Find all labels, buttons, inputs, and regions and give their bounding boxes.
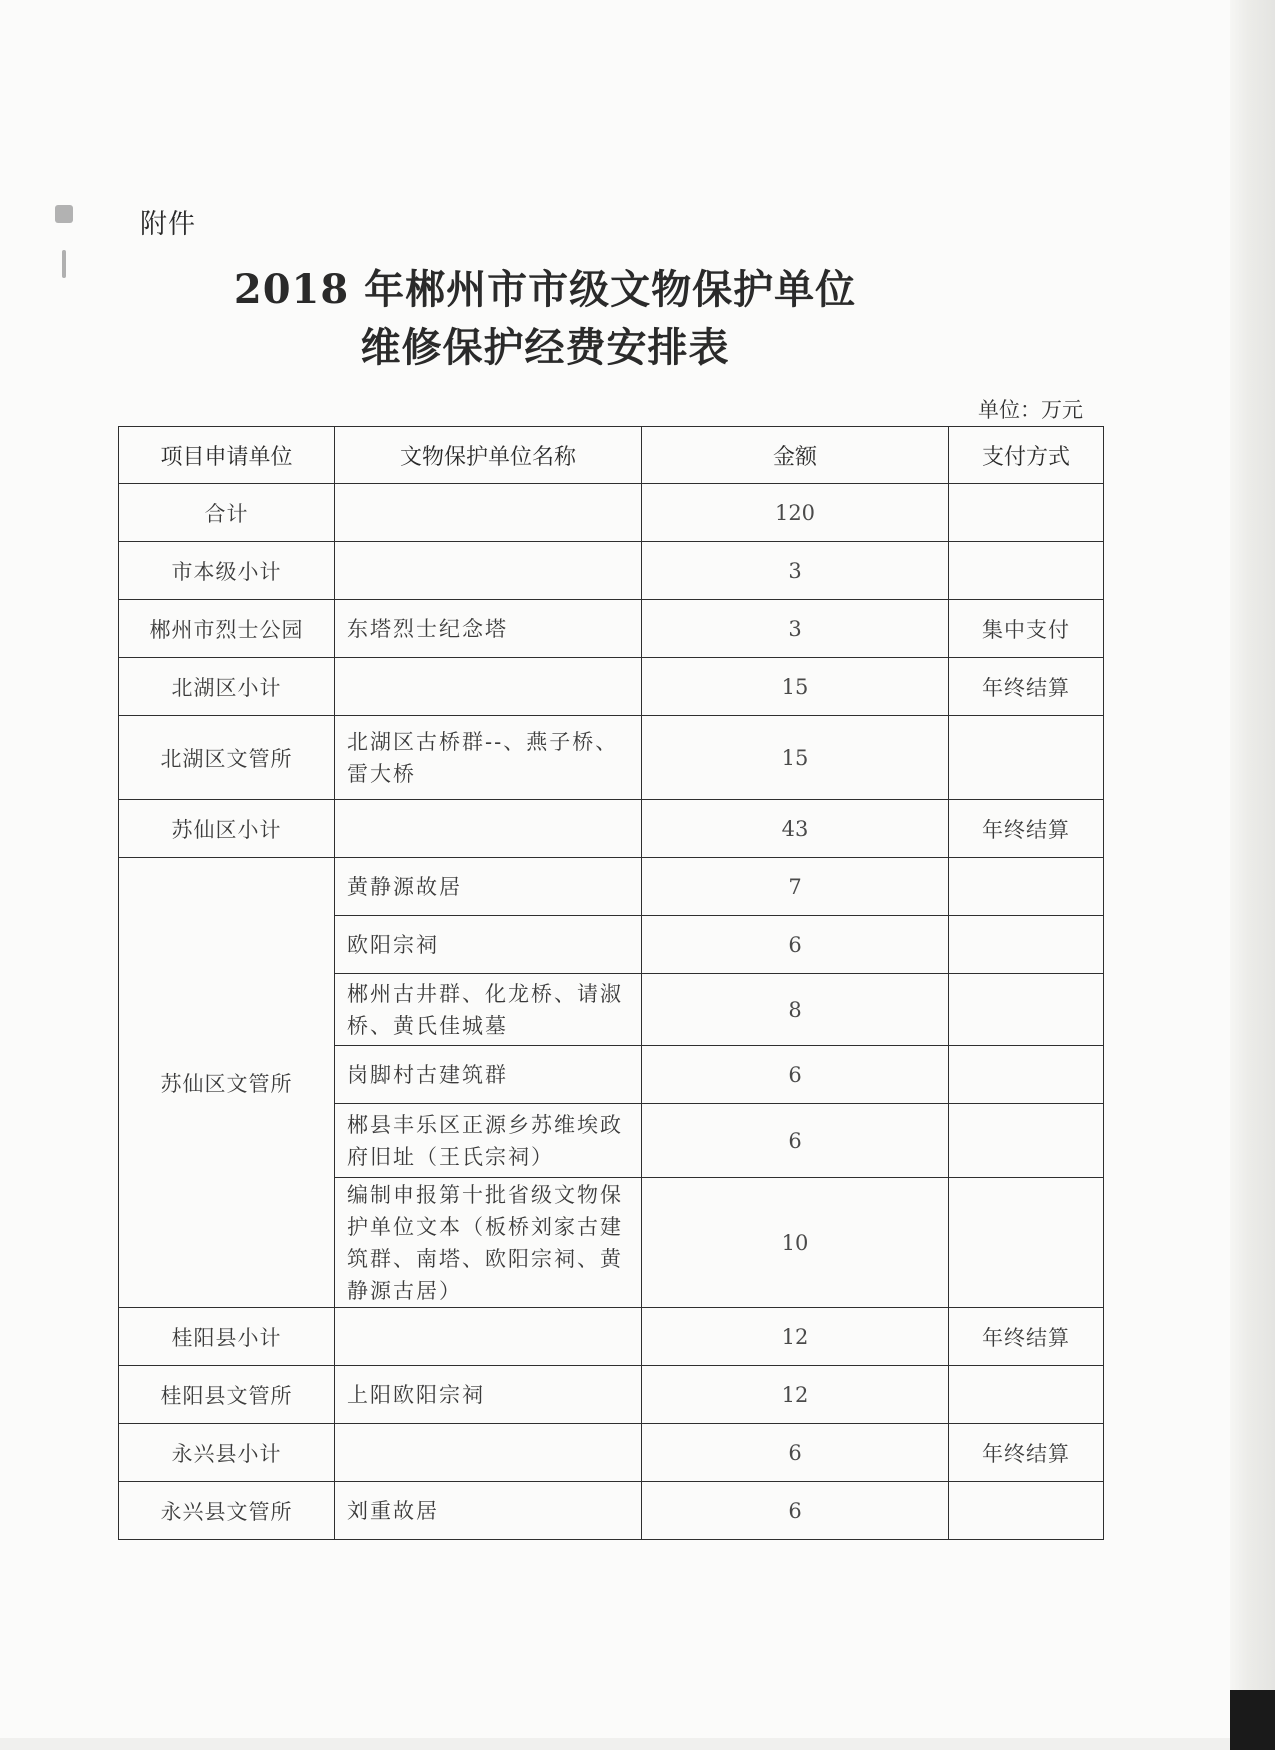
amount-cell: 7 bbox=[642, 858, 949, 916]
scan-bottom-edge bbox=[0, 1738, 1230, 1750]
table-row bbox=[119, 716, 1104, 800]
payment-cell bbox=[949, 974, 1104, 1046]
amount-cell: 12 bbox=[642, 1308, 949, 1366]
unit-cell: 合计 bbox=[119, 484, 335, 542]
document-title-line2: 维修保护经费安排表 bbox=[360, 324, 730, 371]
unit-cell-merged: 苏仙区文管所 bbox=[119, 858, 335, 1308]
unit-cell: 北湖区小计 bbox=[119, 658, 335, 716]
table-row bbox=[119, 1308, 1104, 1366]
amount-cell: 43 bbox=[642, 800, 949, 858]
amount-cell: 15 bbox=[642, 716, 949, 800]
payment-cell bbox=[949, 1178, 1104, 1308]
column-header-amount: 金额 bbox=[642, 427, 949, 484]
staple-mark bbox=[55, 205, 73, 223]
site-cell: 黄静源故居 bbox=[335, 858, 642, 916]
payment-cell: 集中支付 bbox=[949, 600, 1104, 658]
unit-cell: 北湖区文管所 bbox=[119, 716, 335, 800]
site-cell: 郴州古井群、化龙桥、请淑桥、黄氏佳城墓 bbox=[335, 974, 642, 1046]
column-header-unit: 项目申请单位 bbox=[119, 427, 335, 484]
site-cell: 东塔烈士纪念塔 bbox=[335, 600, 642, 658]
site-cell: 岗脚村古建筑群 bbox=[335, 1046, 642, 1104]
payment-cell: 年终结算 bbox=[949, 800, 1104, 858]
site-cell: 上阳欧阳宗祠 bbox=[335, 1366, 642, 1424]
site-cell: 欧阳宗祠 bbox=[335, 916, 642, 974]
table-row bbox=[119, 542, 1104, 600]
table-row bbox=[119, 1424, 1104, 1482]
payment-cell bbox=[949, 1366, 1104, 1424]
unit-cell: 郴州市烈士公园 bbox=[119, 600, 335, 658]
amount-cell: 6 bbox=[642, 916, 949, 974]
payment-cell bbox=[949, 716, 1104, 800]
site-cell bbox=[335, 484, 642, 542]
site-cell bbox=[335, 1308, 642, 1366]
funding-table bbox=[118, 426, 1104, 1540]
site-cell: 编制申报第十批省级文物保护单位文本（板桥刘家古建筑群、南塔、欧阳宗祠、黄静源古居） bbox=[335, 1178, 642, 1308]
site-cell bbox=[335, 542, 642, 600]
unit-cell: 桂阳县小计 bbox=[119, 1308, 335, 1366]
table-row bbox=[119, 600, 1104, 658]
unit-cell: 永兴县小计 bbox=[119, 1424, 335, 1482]
payment-cell: 年终结算 bbox=[949, 1308, 1104, 1366]
payment-cell: 年终结算 bbox=[949, 1424, 1104, 1482]
unit-cell: 永兴县文管所 bbox=[119, 1482, 335, 1540]
payment-cell bbox=[949, 542, 1104, 600]
amount-cell: 6 bbox=[642, 1424, 949, 1482]
site-cell: 郴县丰乐区正源乡苏维埃政府旧址（王氏宗祠） bbox=[335, 1104, 642, 1178]
table-row bbox=[119, 484, 1104, 542]
unit-note: 单位：万元 bbox=[978, 398, 1083, 422]
amount-cell: 6 bbox=[642, 1482, 949, 1540]
payment-cell bbox=[949, 1046, 1104, 1104]
payment-cell bbox=[949, 858, 1104, 916]
column-header-payment: 支付方式 bbox=[949, 427, 1104, 484]
attachment-label: 附件 bbox=[140, 209, 196, 240]
scan-corner-shadow bbox=[1230, 1690, 1275, 1750]
payment-cell bbox=[949, 484, 1104, 542]
amount-cell: 15 bbox=[642, 658, 949, 716]
column-header-site: 文物保护单位名称 bbox=[335, 427, 642, 484]
document-title-line1: 2018 年郴州市市级文物保护单位 bbox=[233, 266, 857, 313]
site-cell bbox=[335, 800, 642, 858]
table-row bbox=[119, 858, 1104, 916]
site-cell bbox=[335, 1424, 642, 1482]
site-cell: 刘重故居 bbox=[335, 1482, 642, 1540]
amount-cell: 3 bbox=[642, 600, 949, 658]
unit-cell: 苏仙区小计 bbox=[119, 800, 335, 858]
site-cell: 北湖区古桥群--、燕子桥、雷大桥 bbox=[335, 716, 642, 800]
amount-cell: 8 bbox=[642, 974, 949, 1046]
amount-cell: 120 bbox=[642, 484, 949, 542]
amount-cell: 10 bbox=[642, 1178, 949, 1308]
payment-cell: 年终结算 bbox=[949, 658, 1104, 716]
table-header-row bbox=[119, 427, 1104, 484]
unit-cell: 桂阳县文管所 bbox=[119, 1366, 335, 1424]
table-row bbox=[119, 1482, 1104, 1540]
table-row bbox=[119, 658, 1104, 716]
table-row bbox=[119, 800, 1104, 858]
payment-cell bbox=[949, 916, 1104, 974]
table-row bbox=[119, 1366, 1104, 1424]
amount-cell: 6 bbox=[642, 1104, 949, 1178]
scan-edge bbox=[1230, 0, 1275, 1750]
payment-cell bbox=[949, 1104, 1104, 1178]
amount-cell: 3 bbox=[642, 542, 949, 600]
unit-cell: 市本级小计 bbox=[119, 542, 335, 600]
site-cell bbox=[335, 658, 642, 716]
amount-cell: 6 bbox=[642, 1046, 949, 1104]
payment-cell bbox=[949, 1482, 1104, 1540]
amount-cell: 12 bbox=[642, 1366, 949, 1424]
